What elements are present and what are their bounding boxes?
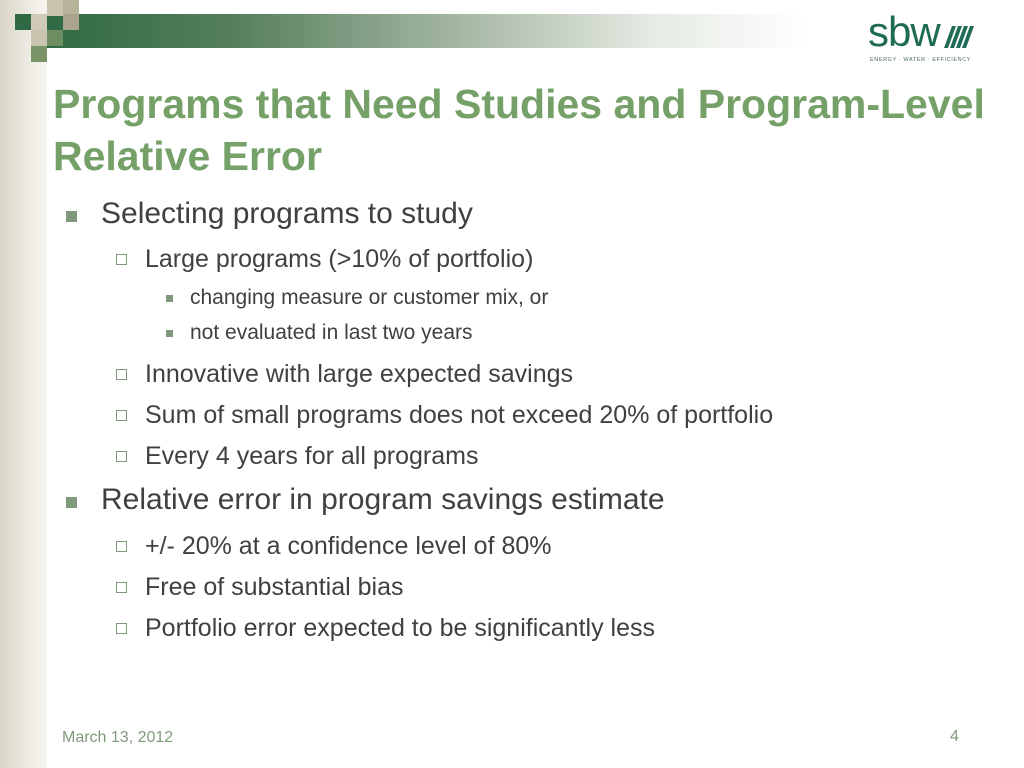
bullet-level2: +/- 20% at a confidence level of 80% <box>145 532 552 560</box>
bullet-level3: not evaluated in last two years <box>190 321 473 344</box>
bullet-level2: Free of substantial bias <box>145 573 404 601</box>
page-number: 4 <box>950 728 959 745</box>
bullet-marker <box>166 295 173 302</box>
bullet-marker <box>116 451 127 462</box>
logo-tagline: ENERGY · WATER · EFFICIENCY <box>870 57 972 63</box>
bullet-level2: Innovative with large expected savings <box>145 360 574 388</box>
bullet-marker <box>66 211 77 222</box>
bullet-marker <box>116 369 127 380</box>
logo-slashes-icon <box>944 26 974 48</box>
bullet-marker <box>116 410 127 421</box>
logo-wordmark: sbw <box>868 8 940 55</box>
bullet-marker <box>116 541 127 552</box>
bullet-level2: Sum of small programs does not exceed 20% of portfolio <box>145 401 774 429</box>
bullet-level1: Selecting programs to study <box>101 197 473 230</box>
bullet-marker <box>116 582 127 593</box>
slide-title: Programs that Need Studies and Program-Level Relative Error <box>53 81 985 179</box>
bullet-marker <box>166 330 173 337</box>
footer-date: March 13, 2012 <box>62 729 174 746</box>
bullet-level1: Relative error in program savings estimate <box>101 483 665 516</box>
bullet-level2: Portfolio error expected to be significantly less <box>145 614 655 642</box>
company-logo <box>868 10 978 66</box>
bullet-marker <box>66 497 77 508</box>
bullet-marker <box>116 623 127 634</box>
left-decorative-band <box>0 0 47 768</box>
top-gradient-band <box>47 14 807 48</box>
bullet-level2: Large programs (>10% of portfolio) <box>145 245 534 273</box>
bullet-level2: Every 4 years for all programs <box>145 442 479 470</box>
bullet-marker <box>116 254 127 265</box>
bullet-level3: changing measure or customer mix, or <box>190 286 549 309</box>
